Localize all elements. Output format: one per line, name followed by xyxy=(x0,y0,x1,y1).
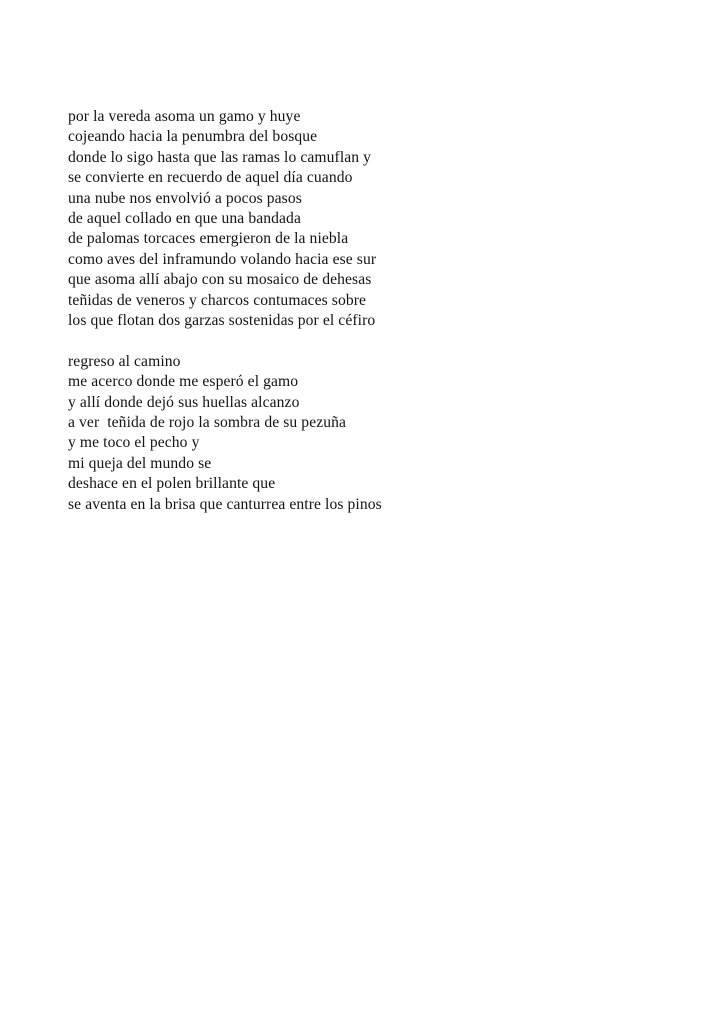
poem-line: por la vereda asoma un gamo y huye xyxy=(68,108,301,125)
poem-stanza-1 xyxy=(68,107,382,331)
poem-line: y me toco el pecho y xyxy=(68,434,200,452)
poem-stanza-2 xyxy=(68,352,382,515)
poem-line: los que flotan dos garzas sostenidas por el céfiro xyxy=(68,312,376,330)
poem-line: una nube nos envolvió a pocos pasos xyxy=(68,189,302,207)
stanza-gap xyxy=(68,331,382,351)
poem-line: se aventa en la brisa que canturrea entre los pinos xyxy=(68,495,382,513)
poem-line: que asoma allí abajo con su mosaico de dehesas xyxy=(68,271,372,289)
poem-line: me acerco donde me esperó el gamo xyxy=(68,373,299,391)
poem-line: deshace en el polen brillante que xyxy=(68,475,276,493)
poem-line: se convierte en recuerdo de aquel día cuando xyxy=(68,169,353,187)
poem-line: de aquel collado en que una bandada xyxy=(68,210,301,228)
poem-line: y allí donde dejó sus huellas alcanzo xyxy=(68,393,300,411)
poem-line: regreso al camino xyxy=(68,352,181,370)
poem-text xyxy=(68,107,382,515)
poem-line: teñidas de veneros y charcos contumaces sobre xyxy=(68,291,367,309)
poem-line: de palomas torcaces emergieron de la niebla xyxy=(68,230,349,248)
poem-line: cojeando hacia la penumbra del bosque xyxy=(68,128,318,146)
poem-line: mi queja del mundo se xyxy=(68,454,212,472)
poem-line: como aves del inframundo volando hacia ese sur xyxy=(68,250,377,268)
poem-line: a ver teñida de rojo la sombra de su pezuña xyxy=(68,414,347,432)
poem-line: donde lo sigo hasta que las ramas lo camuflan y xyxy=(68,148,372,166)
